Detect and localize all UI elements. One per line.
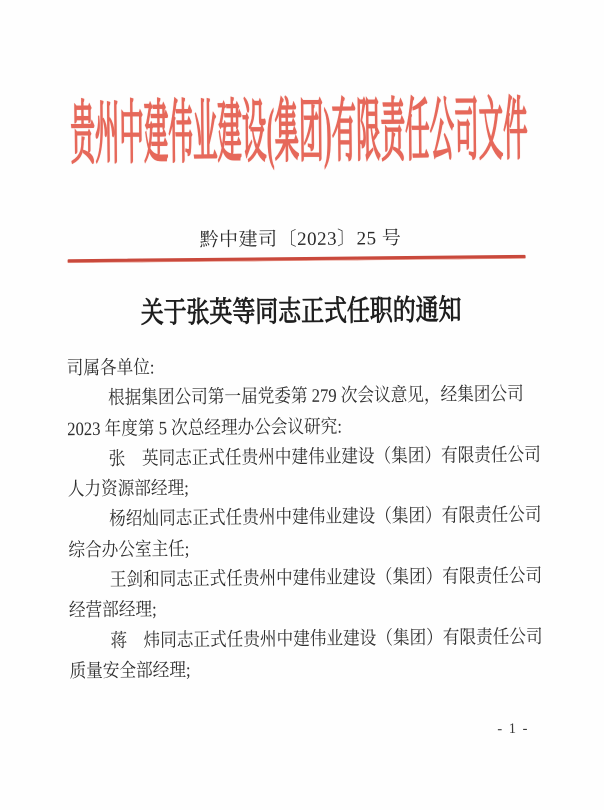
red-separator-line [68,255,526,263]
letterhead-row [0,92,602,174]
body-line: 根据集团公司第一届党委第 279 次会议意见，经集团公司 [107,384,524,410]
body-line: 质量安全部经理; [69,660,191,683]
document-body [67,349,595,687]
body-line: 经营部经理; [68,599,157,622]
body-line: 综合办公室主任; [68,538,190,562]
body-line: 人力资源部经理; [67,478,189,501]
document-title: 关于张英等同志正式任职的通知 [140,294,462,330]
body-line: 蒋 炜同志正式任贵州中建伟业建设（集团）有限责任公司 [110,626,543,652]
body-line: 张 英同志正式任贵州中建伟业建设（集团）有限责任公司 [108,444,541,470]
page-number: - 1 - [497,720,530,738]
document-number: 黔中建司〔2023〕25 号 [199,228,402,251]
letterhead-title: 贵州中建伟业建设(集团)有限责任公司文件 [70,92,529,174]
body-line: 王剑和同志正式任贵州中建伟业建设（集团）有限责任公司 [109,565,543,591]
title-row [0,286,603,333]
body-line-salutation: 司属各单位: [66,357,155,380]
body-line: 杨绍灿同志正式任贵州中建伟业建设（集团）有限责任公司 [109,505,542,531]
body-line: 2023 年度第 5 次总经理办公会议研究: [67,416,343,440]
